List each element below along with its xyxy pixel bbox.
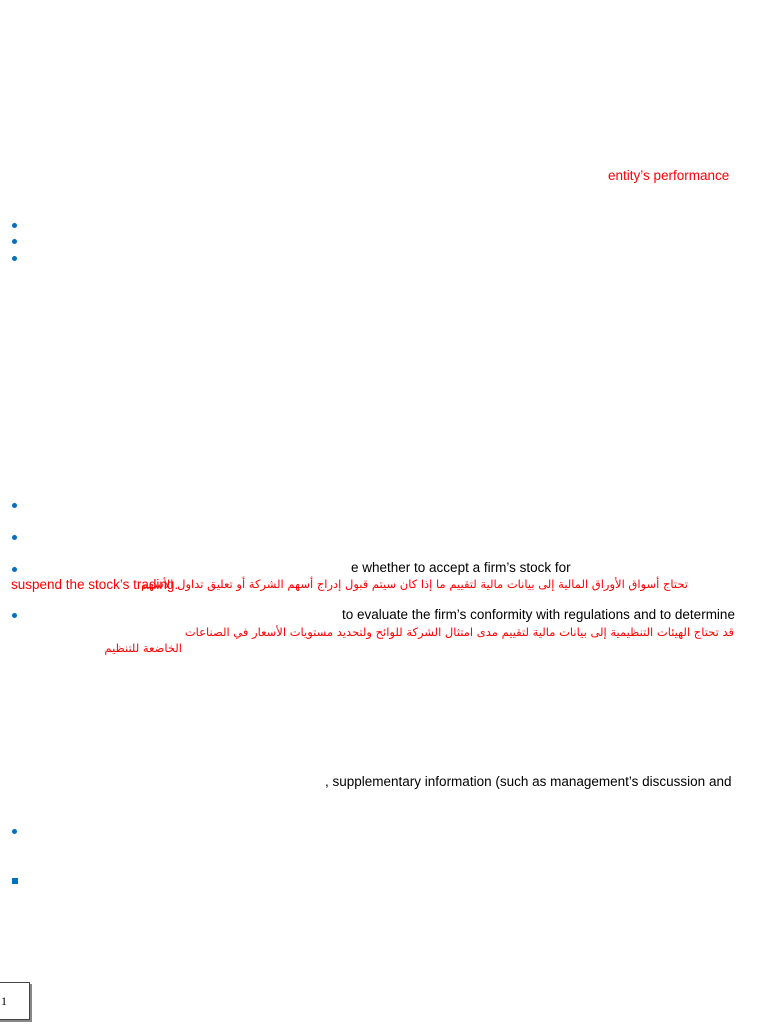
stock-exchange-english-text: e whether to accept a firm’s stock for: [351, 560, 571, 575]
bullet-dot: [12, 829, 17, 834]
square-bullet: [12, 878, 18, 884]
bullet-dot: [12, 223, 17, 228]
page-number: 1: [1, 994, 7, 1008]
regulators-arabic-text-line2: الخاضعة للتنظيم: [104, 641, 182, 655]
bullet-dot: [12, 613, 17, 618]
bullet-dot: [12, 535, 17, 540]
bullet-dot: [12, 503, 17, 508]
regulators-arabic-text-line1: قد تحتاج الهيئات التنظيمية إلى بيانات مالية لتقييم مدى امتثال الشركة للوائح ولتحديد مستويات الأسعار في الصناعات: [184, 625, 734, 639]
suspend-trading-text: suspend the stock’s trading.: [11, 577, 179, 592]
page-number-box: [0, 982, 30, 1020]
entity-performance-text: entity’s performance: [608, 168, 730, 183]
bullet-dot: [12, 239, 17, 244]
bullet-dot: [12, 256, 17, 261]
regulators-english-text: to evaluate the firm’s conformity with regulations and to determine: [342, 607, 735, 622]
supplementary-info-text: , supplementary information (such as management’s discussion and: [325, 774, 732, 789]
stock-exchange-arabic-text: تحتاج أسواق الأوراق المالية إلى بيانات مالية لتقييم ما إذا كان سيتم قبول إدراج أسهم الشركة أو تعليق تداول الأسهم: [141, 577, 688, 591]
bullet-dot: [12, 567, 17, 572]
